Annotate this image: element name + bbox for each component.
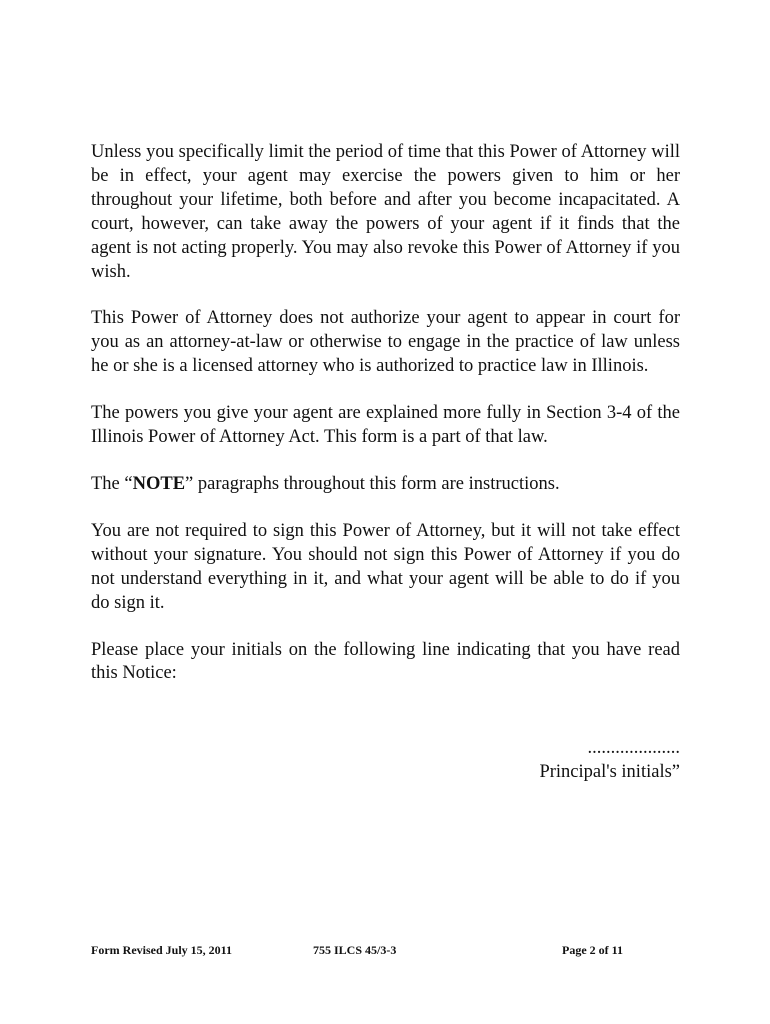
- paragraph-signature-requirement: You are not required to sign this Power of Attorney, but it will not take effect without your signature. You should not sign this Power of Attorney if you do not understand everything in it, and what your agent will be able to do if you do sign it.: [91, 520, 680, 613]
- paragraph-initials-instruction: Please place your initials on the following line indicating that you have read this Notice:: [91, 639, 680, 684]
- paragraph-court-authorization: This Power of Attorney does not authorize your agent to appear in court for you as an attorney-at-law or otherwise to engage in the practice of law unless he or she is a licensed attorney who is authorized to practice law in Illinois.: [91, 308, 680, 377]
- paragraph-note-instructions: [91, 473, 680, 497]
- note-text-before: The “: [91, 473, 133, 494]
- footer-page-number: Page 2 of 11: [562, 943, 623, 957]
- page-footer: [0, 943, 770, 961]
- note-bold-word: NOTE: [132, 473, 186, 494]
- footer-revised-date: Form Revised July 15, 2011: [91, 943, 232, 957]
- note-text-after: ” paragraphs throughout this form are instructions.: [185, 473, 560, 494]
- paragraph-period-of-effect: Unless you specifically limit the period of time that this Power of Attorney will be in effect, your agent may exercise the powers given to him or her throughout your lifetime, both before and after you become incapacitated. A court, however, can take away the powers of your agent if it finds that the agent is not acting properly. You may also revoke this Power of Attorney if you wish.: [91, 142, 680, 282]
- paragraph-powers-explained: The powers you give your agent are explained more fully in Section 3-4 of the Illinois Power of Attorney Act. This form is a part of that law.: [91, 403, 680, 448]
- notice-body: [91, 141, 680, 686]
- initials-line[interactable]: ....................: [587, 738, 680, 758]
- initials-label: Principal's initials”: [539, 762, 680, 782]
- footer-statute: 755 ILCS 45/3-3: [313, 943, 397, 957]
- initials-block: [91, 736, 680, 784]
